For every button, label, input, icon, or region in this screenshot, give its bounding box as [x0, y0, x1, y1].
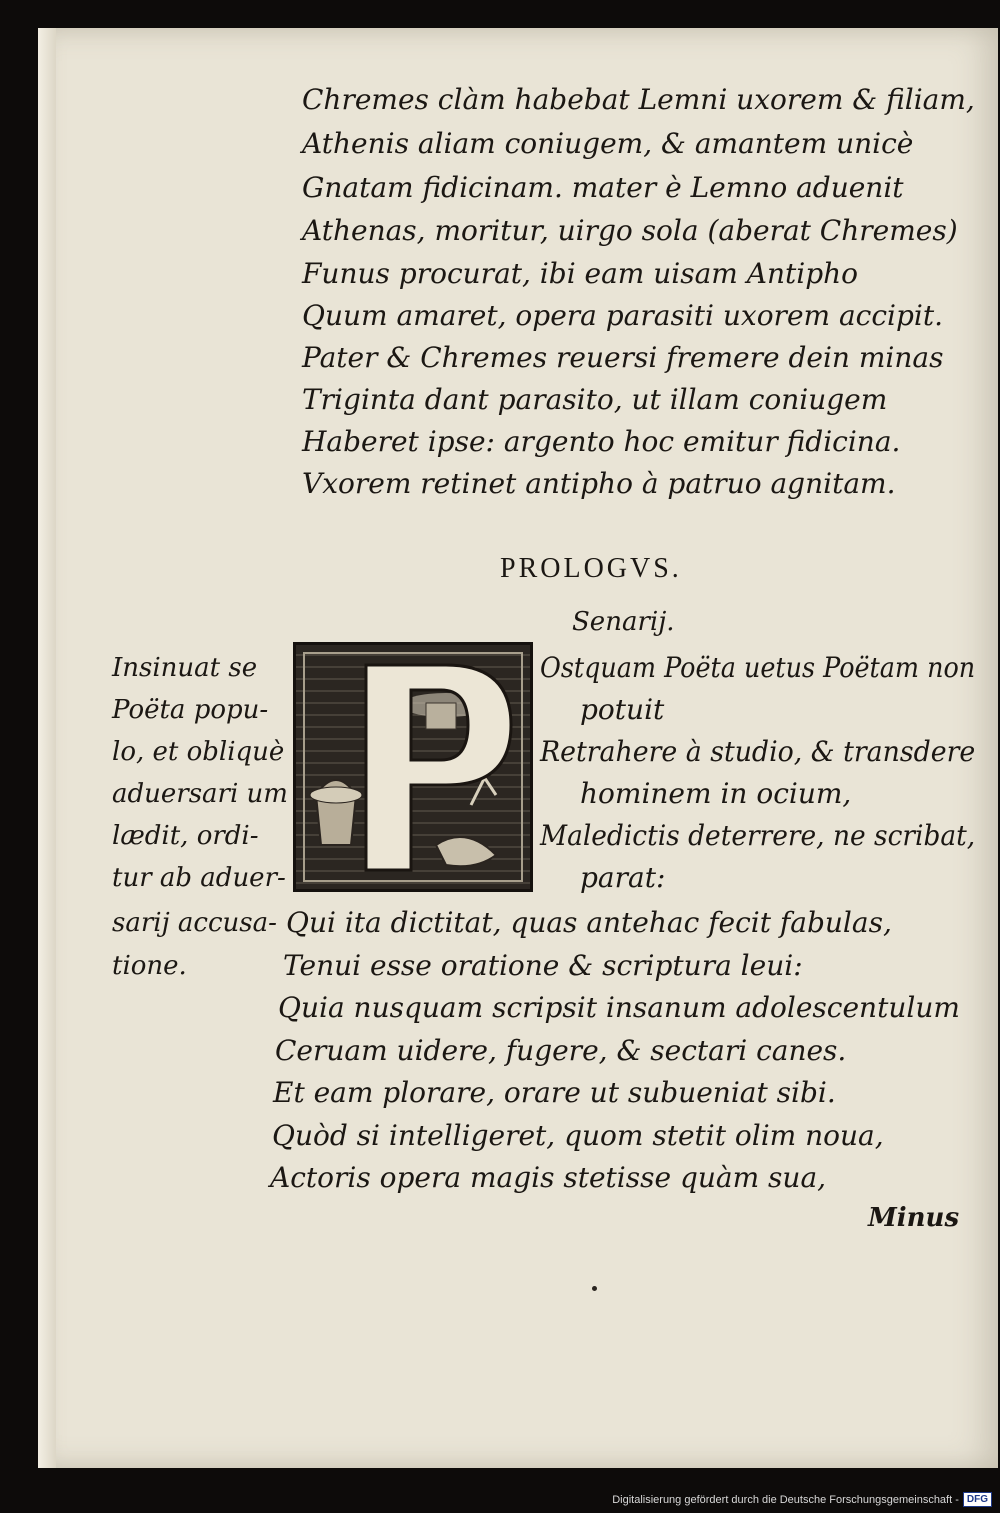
- argument-line: Athenis aliam coniugem, & amantem unicè: [302, 127, 914, 160]
- verse-line: Quòd si intelligeret, quom stetit olim noua,: [272, 1119, 884, 1152]
- verse-line: Qui ita dictitat, quas antehac fecit fabulas,: [286, 906, 892, 939]
- verse-line: Quia nusquam scripsit insanum adolescentulum: [278, 991, 960, 1024]
- gloss-line: aduersari um: [112, 779, 288, 809]
- argument-line: Athenas, moritur, uirgo sola (aberat Chremes): [302, 214, 958, 247]
- catchword: Minus: [868, 1203, 960, 1233]
- gloss-line: tione.: [112, 951, 187, 981]
- section-title: PROLOGVS.: [500, 553, 682, 584]
- gloss-line: Poëta popu-: [112, 695, 269, 725]
- argument-line: Pater & Chremes reuersi fremere dein minas: [302, 341, 944, 374]
- gloss-line: tur ab aduer-: [112, 863, 286, 893]
- meter-label: Senarij.: [572, 607, 675, 637]
- digitization-credit: [612, 1492, 992, 1507]
- argument-line: Vxorem retinet antipho à patruo agnitam.: [302, 467, 896, 500]
- argument-line: Gnatam fidicinam. mater è Lemno aduenit: [302, 171, 904, 204]
- argument-line: Triginta dant parasito, ut illam coniugem: [302, 383, 888, 416]
- argument-line: Funus procurat, ibi eam uisam Antipho: [302, 257, 859, 290]
- verse-line: Retrahere à studio, & transdere: [540, 735, 976, 768]
- verse-line: hominem in ocium,: [580, 777, 852, 810]
- gloss-line: sarij accusa-: [112, 908, 277, 938]
- gloss-line: lædit, ordi-: [112, 821, 259, 851]
- dfg-logo-icon: DFG: [963, 1492, 992, 1507]
- page-gutter: [38, 28, 56, 1468]
- gloss-line: Insinuat se: [112, 653, 258, 683]
- credit-text: Digitalisierung gefördert durch die Deutsche Forschungsgemeinschaft -: [612, 1493, 959, 1506]
- argument-line: Quum amaret, opera parasiti uxorem accipit.: [302, 299, 944, 332]
- verse-line: Et eam plorare, orare ut subueniat sibi.: [273, 1076, 836, 1109]
- ink-dot: [592, 1286, 597, 1291]
- verse-line: Actoris opera magis stetisse quàm sua,: [270, 1161, 827, 1194]
- verse-line: Maledictis deterrere, ne scribat,: [540, 819, 976, 852]
- verse-line: Ostquam Poëta uetus Poëtam non: [540, 651, 976, 684]
- gloss-line: lo, et obliquè: [112, 737, 285, 767]
- verse-line: parat:: [580, 861, 666, 894]
- verse-line: potuit: [580, 693, 665, 726]
- verse-line: Tenui esse oratione & scriptura leui:: [283, 949, 803, 982]
- verse-line: Ceruam uidere, fugere, & sectari canes.: [275, 1034, 847, 1067]
- argument-line: Haberet ipse: argento hoc emitur fidicina.: [302, 425, 901, 458]
- argument-line: Chremes clàm habebat Lemni uxorem & filiam,: [302, 83, 975, 116]
- woodcut-initial-p-icon: [293, 642, 533, 892]
- show-through-text: [880, 60, 990, 1360]
